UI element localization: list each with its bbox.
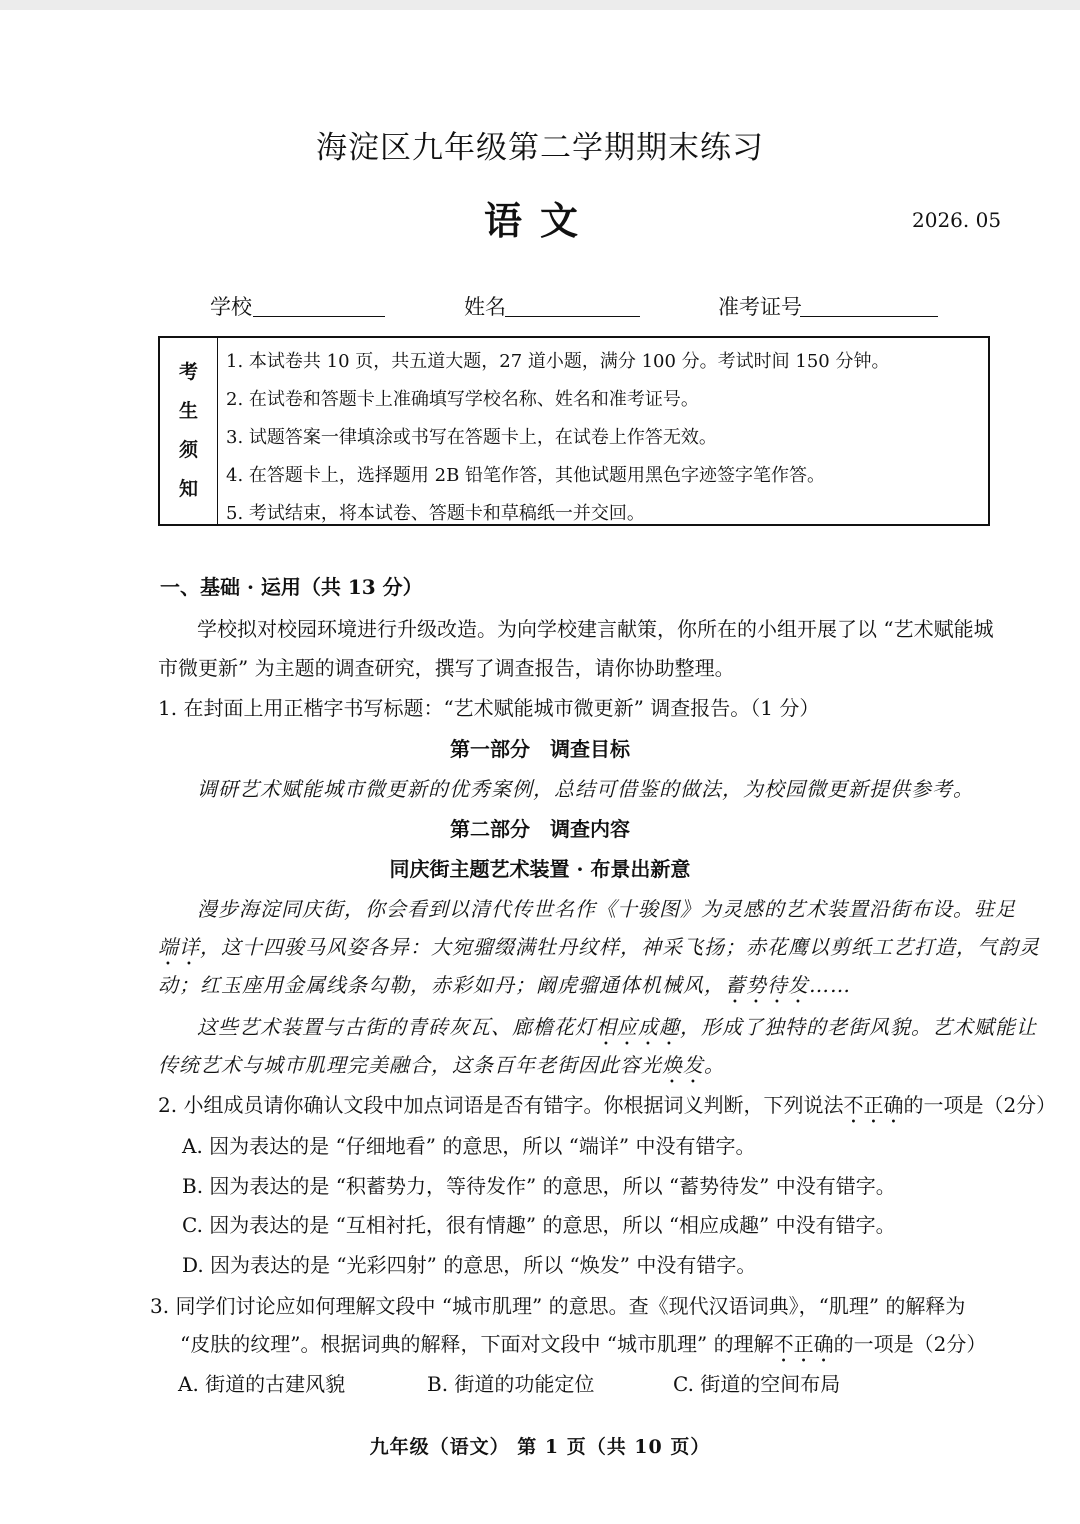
- passage-line: 漫步海淀同庆街，你会看到以清代传世名作《十骏图》为灵感的艺术装置沿街布设。驻足: [197, 897, 1016, 921]
- passage-line: 传统艺术与城市肌理完美融合，这条百年老街因此容光焕发。: [158, 1053, 725, 1077]
- notice-heading-char: 考: [178, 361, 198, 383]
- intro-text: 市微更新” 为主题的调查研究，撰写了调查报告，请你协助整理。: [158, 656, 735, 680]
- dotted-word: 焕发: [662, 1053, 704, 1077]
- exam-date: 2026. 05: [912, 208, 1002, 232]
- dotted-word: 蓄势待发: [725, 973, 809, 997]
- dotted-word: 相应成趣: [596, 1015, 680, 1039]
- passage-line: 动；红玉座用金属线条勾勒，赤彩如丹；阚虎骝通体机械风，蓄势待发……: [158, 973, 851, 997]
- notice-heading-char: 生: [178, 400, 198, 422]
- notice-item: 3. 试题答案一律填涂或书写在答题卡上，在试卷上作答无效。: [226, 427, 717, 448]
- exam-title: 海淀区九年级第二学期期末练习: [316, 130, 764, 166]
- q2-option-b: B. 因为表达的是 “积蓄势力，等待发作” 的意思，所以 “蓄势待发” 中没有错字。: [182, 1174, 896, 1198]
- q3-option-a: A. 街道的古建风貌: [178, 1372, 346, 1396]
- passage-line: 端详，这十四骏马风姿各异：大宛骝缀满牡丹纹样，神采飞扬；赤花鹰以剪纸工艺打造，气韵灵: [158, 935, 1040, 959]
- section-heading: 一、基础 · 运用（共 13 分）: [160, 575, 423, 599]
- part2-subtitle: 同庆街主题艺术装置 · 布景出新意: [389, 857, 691, 881]
- emphasis-word: 不正确: [843, 1093, 904, 1117]
- subject-title: 语文: [483, 198, 596, 243]
- notice-item: 5. 考试结束，将本试卷、答题卡和草稿纸一并交回。: [226, 503, 645, 524]
- school-label: 学校: [210, 295, 252, 319]
- intro-text: 学校拟对校园环境进行升级改造。为向学校建言献策，你所在的小组开展了以 “艺术赋能城: [197, 617, 994, 641]
- candidate-notice-box: [158, 336, 990, 526]
- q3-option-b: B. 街道的功能定位: [427, 1372, 595, 1396]
- passage-line: 这些艺术装置与古街的青砖灰瓦、廊檐花灯相应成趣，形成了独特的老街风貌。艺术赋能让: [197, 1015, 1037, 1039]
- part1-text: 调研艺术赋能城市微更新的优秀案例，总结可借鉴的做法，为校园微更新提供参考。: [197, 777, 974, 801]
- page-footer: 九年级（语文） 第 1 页（共 10 页）: [369, 1436, 711, 1458]
- question-3: 3. 同学们讨论应如何理解文段中 “城市肌理” 的意思。查《现代汉语词典》，“肌理” 的解释为: [150, 1294, 966, 1318]
- notice-item: 2. 在试卷和答题卡上准确填写学校名称、姓名和准考证号。: [226, 389, 699, 410]
- notice-heading: [160, 338, 218, 524]
- question-2: 2. 小组成员请你确认文段中加点词语是否有错字。你根据词义判断，下列说法不正确的一项是（2分）: [158, 1093, 1057, 1117]
- notice-heading-char: 须: [178, 439, 198, 461]
- exam-id-label: 准考证号: [718, 295, 802, 319]
- notice-heading-char: 知: [178, 478, 198, 500]
- q2-option-d: D. 因为表达的是 “光彩四射” 的意思，所以 “焕发” 中没有错字。: [182, 1253, 757, 1277]
- q2-option-a: A. 因为表达的是 “仔细地看” 的意思，所以 “端详” 中没有错字。: [182, 1134, 756, 1158]
- q2-option-c: C. 因为表达的是 “互相衬托，很有情趣” 的意思，所以 “相应成趣” 中没有错字。: [182, 1213, 896, 1237]
- question-3-cont: “皮肤的纹理”。根据词典的解释，下面对文段中 “城市肌理” 的理解不正确的一项是（2分）: [180, 1332, 987, 1356]
- dotted-word: 端详: [158, 935, 200, 959]
- school-blank: [253, 316, 385, 317]
- part1-title: 第一部分 调查目标: [450, 737, 630, 761]
- name-blank: [505, 316, 640, 317]
- exam-id-blank: [800, 316, 938, 317]
- emphasis-word: 不正确: [773, 1332, 834, 1356]
- notice-item: 1. 本试卷共 10 页，共五道大题，27 道小题，满分 100 分。考试时间 150 分钟。: [226, 351, 890, 372]
- question-1: 1. 在封面上用正楷字书写标题：“艺术赋能城市微更新” 调查报告。（1 分）: [158, 696, 820, 720]
- part2-title: 第二部分 调查内容: [450, 817, 630, 841]
- name-label: 姓名: [464, 295, 506, 319]
- q3-option-c: C. 街道的空间布局: [673, 1372, 841, 1396]
- notice-item: 4. 在答题卡上，选择题用 2B 铅笔作答，其他试题用黑色字迹签字笔作答。: [226, 465, 826, 486]
- scan-top-edge: [0, 0, 1080, 10]
